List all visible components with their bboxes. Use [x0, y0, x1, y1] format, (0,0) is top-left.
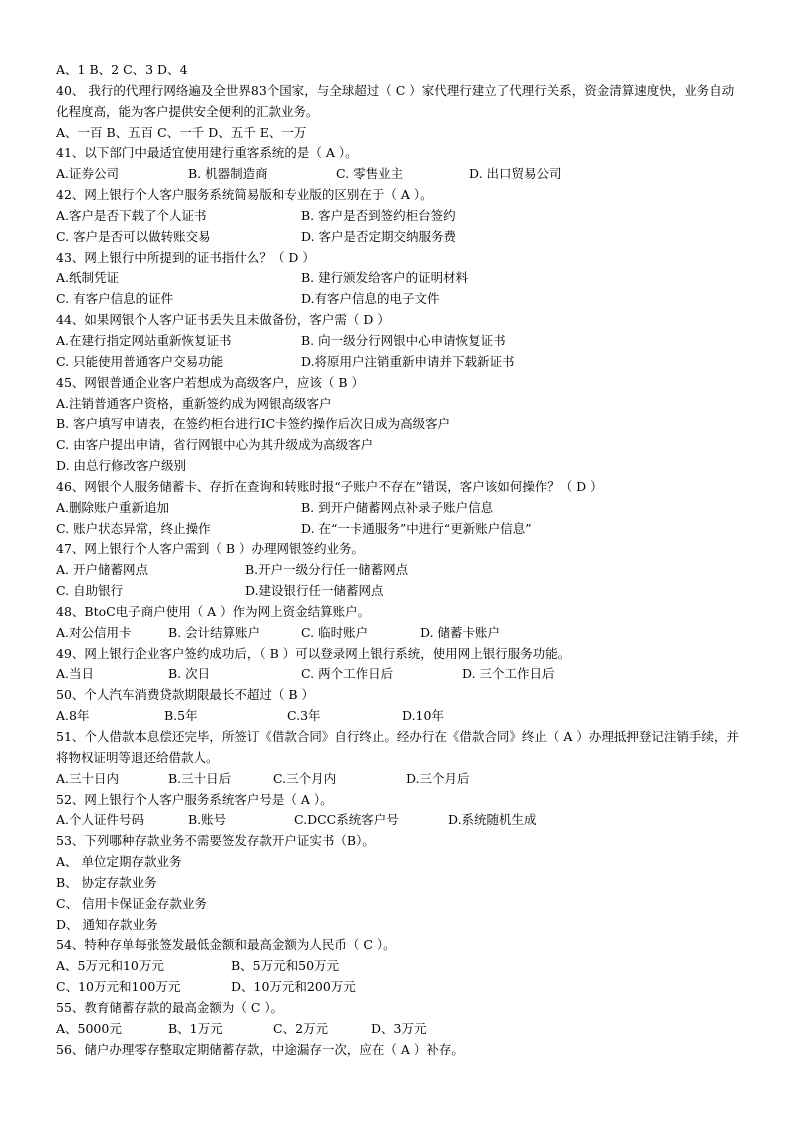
text-line: A、一百 B、五百 C、一千 D、五千 E、一万 — [56, 124, 307, 140]
text-line: 40、 我行的代理行网络遍及全世界83个国家，与全球超过（ C ）家代理行建立了代理行关系，资金清算速度快，业务自动化程度高，能为客户提供安全便利的汇款业务。 — [56, 82, 735, 119]
text-line: 47、网上银行个人客户需到（ B ）办理网银签约业务。 — [56, 541, 365, 557]
answer-option: A.客户是否下载了个人证书 — [56, 207, 207, 223]
answer-option: B.开户一级分行任一储蓄网点 — [245, 562, 409, 578]
answer-option: A、5000元 — [56, 1020, 122, 1036]
text-line: 54、特种存单每张签发最低金额和最高金额为人民币（ C ）。 — [56, 937, 396, 953]
answer-option: D、10万元和200万元 — [231, 979, 356, 995]
answer-option: D. 三个工作日后 — [462, 666, 555, 682]
option-row — [56, 560, 740, 581]
option-row — [56, 206, 740, 227]
answer-option: D. 储蓄卡账户 — [420, 624, 501, 640]
text-line: 42、网上银行个人客户服务系统简易版和专业版的区别在于（ A ）。 — [56, 187, 433, 203]
answer-option: A.8年 — [56, 708, 90, 724]
answer-option: B. 建行颁发给客户的证明材料 — [301, 270, 469, 286]
answer-option: C. 客户是否可以做转账交易 — [56, 228, 211, 244]
answer-option: C.DCC系统客户号 — [294, 812, 399, 828]
answer-option: C. 自助银行 — [56, 583, 124, 599]
text-line: A.注销普通客户资格，重新签约成为网银高级客户 — [56, 395, 332, 411]
option-row — [56, 227, 740, 248]
answer-option: D、3万元 — [371, 1020, 427, 1036]
answer-option: D.建设银行任一储蓄网点 — [245, 583, 384, 599]
answer-option: B. 机器制造商 — [188, 166, 268, 182]
answer-option: A.对公信用卡 — [56, 624, 132, 640]
answer-option: A.证券公司 — [56, 166, 120, 182]
answer-option: B. 客户是否到签约柜台签约 — [301, 207, 456, 223]
text-line: 44、如果网银个人客户证书丢失且未做备份，客户需（ D ） — [56, 312, 390, 328]
text-line: C、 信用卡保证金存款业务 — [56, 895, 208, 911]
text-line: 43、网上银行中所提到的证书指什么？（ D ） — [56, 249, 315, 265]
text-line: 53、下列哪种存款业务不需要签发存款开户证实书（B）。 — [56, 833, 375, 849]
answer-option: A.纸制凭证 — [56, 270, 120, 286]
text-line: D、 通知存款业务 — [56, 916, 158, 932]
option-row — [56, 664, 740, 685]
answer-option: D.10年 — [402, 708, 444, 724]
option-row — [56, 956, 740, 977]
text-line: 56、储户办理零存整取定期储蓄存款，中途漏存一次，应在（ A ）补存。 — [56, 1041, 464, 1057]
option-row — [56, 581, 740, 602]
answer-option: D. 出口贸易公司 — [469, 166, 562, 182]
option-row — [56, 289, 740, 310]
answer-option: C. 只能使用普通客户交易功能 — [56, 353, 224, 369]
answer-option: A.三十日内 — [56, 770, 120, 786]
answer-option: C.3年 — [287, 708, 321, 724]
text-line: 41、以下部门中最适宜使用建行重客系统的是（ A ）。 — [56, 145, 358, 161]
text-line: B. 客户填写申请表，在签约柜台进行IC卡签约操作后次日成为高级客户 — [56, 416, 451, 432]
answer-option: A. 开户储蓄网点 — [56, 562, 148, 578]
option-row — [56, 268, 740, 289]
answer-option: C. 有客户信息的证件 — [56, 291, 174, 307]
answer-option: D.有客户信息的电子文件 — [301, 291, 440, 307]
text-line: 46、网银个人服务储蓄卡、存折在查询和转账时报“子账户不存在”错误，客户该如何操作？（ D ） — [56, 478, 603, 494]
text-line: D. 由总行修改客户级别 — [56, 458, 187, 474]
answer-option: C. 账户状态异常，终止操作 — [56, 520, 211, 536]
text-line: A、 单位定期存款业务 — [56, 854, 182, 870]
option-row — [56, 352, 740, 373]
answer-option: D. 客户是否定期交纳服务费 — [301, 228, 457, 244]
option-row — [56, 977, 740, 998]
text-line: 48、BtoC电子商户使用（ A ）作为网上资金结算账户。 — [56, 603, 371, 619]
text-line: C. 由客户提出申请，省行网银中心为其升级成为高级客户 — [56, 437, 374, 453]
option-row — [56, 1019, 740, 1040]
document-page — [56, 60, 740, 1061]
answer-option: C. 临时账户 — [301, 624, 369, 640]
answer-option: A.删除账户重新追加 — [56, 499, 170, 515]
answer-option: C. 零售业主 — [336, 166, 404, 182]
answer-option: B.三十日后 — [168, 770, 232, 786]
option-row — [56, 623, 740, 644]
answer-option: B.账号 — [188, 812, 227, 828]
option-row — [56, 810, 740, 831]
answer-option: C、10万元和100万元 — [56, 979, 181, 995]
text-line: B、 协定存款业务 — [56, 874, 157, 890]
option-row — [56, 706, 740, 727]
answer-option: B. 向一级分行网银中心申请恢复证书 — [301, 332, 506, 348]
answer-option: B. 会计结算账户 — [168, 624, 261, 640]
answer-option: D. 在“一卡通服务”中进行“更新账户信息” — [301, 520, 532, 536]
option-row — [56, 164, 740, 185]
answer-option: B. 次日 — [168, 666, 211, 682]
option-row — [56, 519, 740, 540]
text-line: 49、网上银行企业客户签约成功后，（ B ）可以登录网上银行系统，使用网上银行服务功能。 — [56, 645, 571, 661]
answer-option: B、5万元和50万元 — [231, 958, 340, 974]
answer-option: C. 两个工作日后 — [301, 666, 394, 682]
answer-option: A.在建行指定网站重新恢复证书 — [56, 332, 232, 348]
answer-option: A.当日 — [56, 666, 95, 682]
answer-option: B、1万元 — [168, 1020, 223, 1036]
answer-option: D.三个月后 — [406, 770, 470, 786]
text-line: 45、网银普通企业客户若想成为高级客户，应该（ B ） — [56, 374, 365, 390]
answer-option: A.个人证件号码 — [56, 812, 145, 828]
text-line: 51、个人借款本息偿还完毕，所签订《借款合同》自行终止。经办行在《借款合同》终止（ A ）办理抵押登记注销手续，并将物权证明等退还给借款人。 — [56, 729, 739, 765]
answer-option: B.5年 — [164, 708, 198, 724]
option-row — [56, 769, 740, 790]
answer-option: C、2万元 — [273, 1020, 329, 1036]
answer-option: A、5万元和10万元 — [56, 958, 164, 974]
option-row — [56, 331, 740, 352]
answer-option: B. 到开户储蓄网点补录子账户信息 — [301, 499, 494, 515]
text-line: 50、个人汽车消费贷款期限最长不超过（ B ） — [56, 687, 315, 703]
text-line: 52、网上银行个人客户服务系统客户号是（ A ）。 — [56, 791, 333, 807]
answer-option: C.三个月内 — [273, 770, 337, 786]
answer-option: D.将原用户注销重新申请并下载新证书 — [301, 353, 515, 369]
option-row — [56, 498, 740, 519]
text-line: A、1 B、2 C、3 D、4 — [56, 62, 188, 77]
answer-option: D.系统随机生成 — [448, 812, 537, 828]
text-line: 55、教育储蓄存款的最高金额为（ C ）。 — [56, 999, 284, 1015]
